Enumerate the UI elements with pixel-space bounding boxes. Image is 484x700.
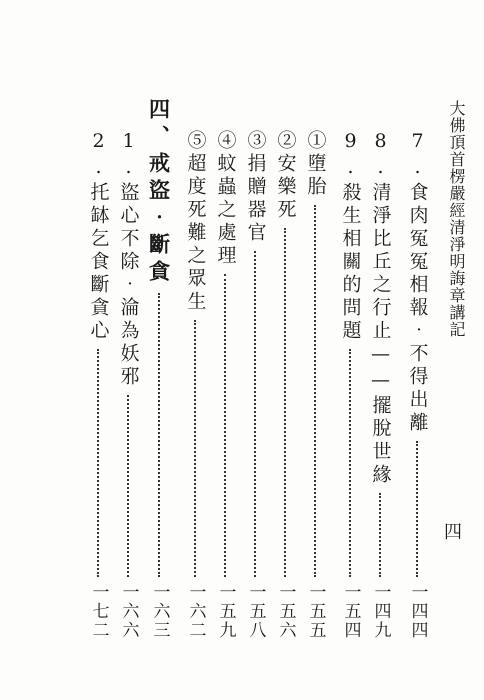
- dot-leader: [97, 349, 99, 577]
- toc-entry-page: 一六三: [149, 583, 170, 640]
- toc-subentry[interactable]: [182, 130, 208, 640]
- toc-section-title: 四、戒盜‧斷貪: [146, 98, 172, 287]
- toc-entry-title: 7.食肉冤冤相報‧不得出離: [406, 130, 429, 435]
- toc-entry-title: 1.盜心不除‧淪為妖邪: [117, 130, 140, 389]
- toc-entry-page: 一五八: [245, 583, 266, 640]
- dot-leader: [314, 205, 316, 577]
- toc-entry-title: ①墮胎: [304, 130, 327, 199]
- toc-entry-title: ⑤超度死難之眾生: [184, 130, 207, 314]
- toc-entry[interactable]: [115, 130, 141, 640]
- dot-leader: [127, 395, 129, 577]
- toc-entry-page: 一五九: [215, 583, 236, 640]
- toc-entry-page: 一四九: [370, 583, 391, 640]
- toc-entry-title: 8.清淨比丘之行止——擺脫世緣: [369, 130, 392, 487]
- toc-subentry[interactable]: [242, 130, 268, 640]
- toc-subentry[interactable]: [272, 130, 298, 640]
- dot-leader: [194, 320, 196, 577]
- toc-entry[interactable]: [367, 130, 393, 640]
- dot-leader: [379, 493, 381, 577]
- toc-subentry[interactable]: [302, 130, 328, 640]
- dot-leader: [254, 251, 256, 577]
- toc-entry-page: 一六六: [118, 583, 139, 640]
- toc-entry-title: 9.殺生相關的問題: [339, 130, 362, 343]
- toc-section-heading[interactable]: [146, 98, 172, 640]
- dot-leader: [158, 293, 160, 577]
- toc-entry-title: ②安樂死: [274, 130, 297, 222]
- dot-leader: [349, 349, 351, 577]
- toc-subentry[interactable]: [212, 130, 238, 640]
- toc-entry[interactable]: [337, 130, 363, 640]
- toc-entry-page: 一五六: [275, 583, 296, 640]
- toc-entry-page: 一五五: [305, 583, 326, 640]
- toc-entry-title: ③捐贈器官: [244, 130, 267, 245]
- toc-entry[interactable]: [85, 130, 111, 640]
- running-head: 大佛頂首楞嚴經清淨明誨章講記: [447, 100, 466, 338]
- toc-entry-title: ④蚊蟲之處理: [214, 130, 237, 268]
- toc-entry-page: 一五四: [340, 583, 361, 640]
- toc-entry-page: 一六二: [185, 583, 206, 640]
- dot-leader: [224, 274, 226, 577]
- toc-entry-page: 一四四: [407, 583, 428, 640]
- page-number: 四: [441, 522, 462, 540]
- dot-leader: [416, 441, 418, 577]
- toc-entry-page: 一七二: [88, 583, 109, 640]
- toc-entry[interactable]: [404, 130, 430, 640]
- dot-leader: [284, 228, 286, 577]
- toc-entry-title: 2.托缽乞食斷貪心: [87, 130, 110, 343]
